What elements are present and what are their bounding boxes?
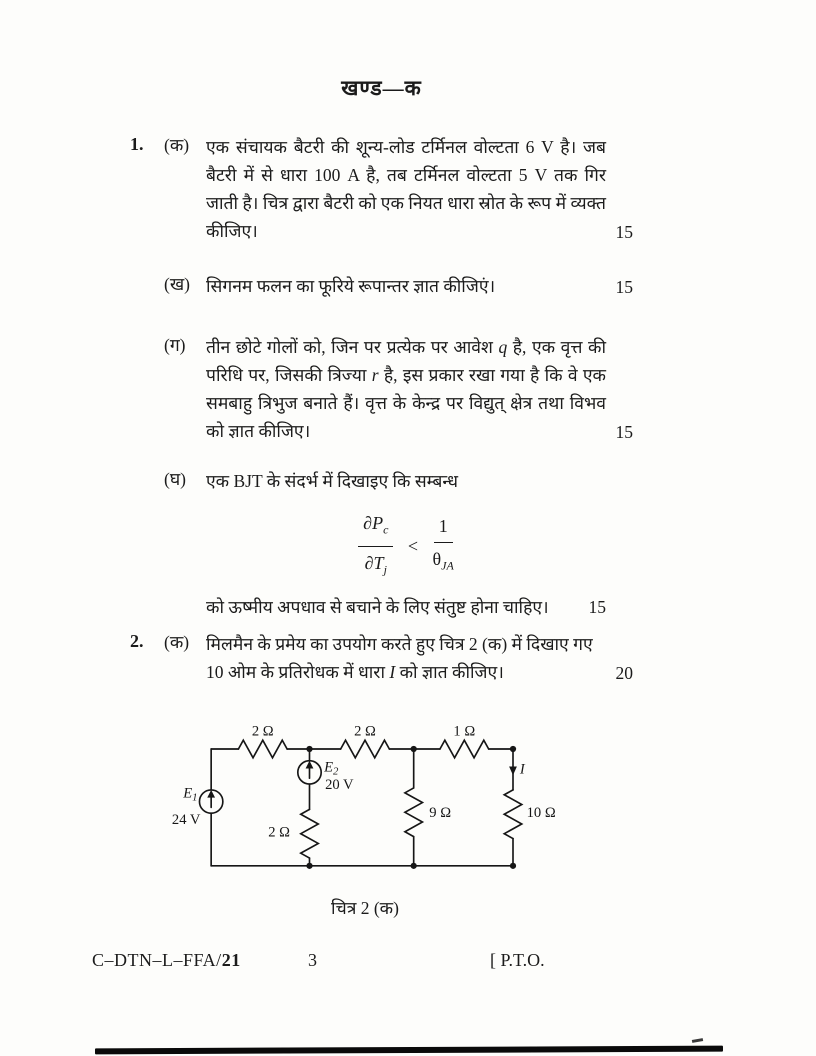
question-number-spacer [130,467,164,621]
resistor-1ohm-top-right [440,740,489,758]
marks-value: 15 [588,597,606,618]
question-1d [130,467,633,621]
question-outro: को ऊष्मीय अपधाव से बचाने के लिए संतुष्ट होना चाहिए। [206,597,549,618]
node-dot [306,746,312,752]
question-text: मिलमैन के प्रमेय का उपयोग करते हुए चित्र 2 (क) में दिखाए गए 10 ओम के प्रतिरोधक में धारा I को ज्ञात कीजिए। [206,634,593,682]
question-letter: (क) [164,135,190,155]
source-E2-label: $E_2$ [324,759,339,778]
resistor-label: 1 Ω [453,723,476,740]
question-2a [130,630,633,686]
node-dot [411,746,417,752]
node-dot [306,863,312,869]
question-text: एक संचायक बैटरी की शून्य-लोड टर्मिनल वोल्टता 6 V है। जब बैटरी में से धारा 100 A है, तब टर्मिनल वोल्टता 5 V तक गिर जाती है। चित्र द्वारा बैटरी को एक नियत धारा स्रोत के रूप में व्यक्त कीजिए। [206,137,606,241]
resistor-2ohm-branch [301,809,319,858]
resistor-10ohm [504,790,522,839]
resistor-9ohm [405,788,423,837]
question-intro: एक BJT के संदर्भ में दिखाइए कि सम्बन्ध [206,471,458,491]
section-heading: खण्ड—क [341,76,422,100]
page-footer [0,950,816,976]
scan-artifact-speck [692,1038,703,1043]
variable-I: I [389,662,396,682]
question-1c [130,333,633,445]
resistor-label: 2 Ω [354,723,376,740]
fraction-lhs: $\frac{\partial P_c}{\partial T_j}$ [358,509,393,583]
marks-value: 15 [615,222,633,242]
question-letter: (क) [164,632,190,652]
scan-artifact-bar [95,1046,723,1055]
question-letter: (ख) [164,274,190,294]
resistor-label: 9 Ω [429,805,452,822]
resistor-label: 10 Ω [526,805,556,822]
question-text [206,467,606,621]
question-letter: (ग) [164,335,186,355]
marks-value: 20 [615,663,633,683]
marks-value: 15 [615,277,633,297]
resistor-label: 2 Ω [268,824,291,841]
question-outro-row [206,593,606,621]
pto-note: [ P.T.O. [490,950,545,970]
paper-code: C–DTN–L–FFA/21 [92,950,241,970]
source-E1-value: 24 V [171,811,201,828]
question-number: 1. [130,134,144,154]
question-text: तीन छोटे गोलों को, जिन पर प्रत्येक पर आवेश q है, एक वृत्त की परिधि पर, जिसकी त्रिज्या r है, इस प्रकार रखा गया है कि वे एक समबाहु त्रिभुज बनाते हैं। वृत्त के केन्द्र पर विद्युत् क्षेत्र तथा विभव को ज्ञात कीजिए। [206,337,606,441]
source-E1-label: $E_1$ [183,785,198,804]
resistor-2ohm-top-left [238,740,287,758]
question-number-spacer [130,272,164,300]
question-1a [130,133,633,245]
variable-q: q [498,337,508,357]
question-number-spacer [130,333,164,445]
formula-thermal-runaway [206,509,606,583]
question-letter: (घ) [164,469,186,489]
variable-r: r [371,365,379,385]
source-E2-value: 20 V [325,776,354,793]
question-1b [130,272,633,300]
less-than-sign: < [407,536,419,557]
figure-caption: चित्र 2 (क) [331,898,399,918]
resistor-label: 2 Ω [251,723,274,740]
question-text: सिगनम फलन का फूरिये रूपान्तर ज्ञात कीजिएं। [206,276,496,296]
question-number: 2. [130,631,144,651]
resistor-2ohm-top-mid [341,740,390,758]
fraction-rhs: $\frac{1}{\theta_{JA}}$ [433,512,454,580]
current-arrow-head [509,767,517,776]
node-dot [510,863,516,869]
page-number: 3 [308,950,317,970]
node-dot [510,746,516,752]
node-dot [411,863,417,869]
current-label: I [519,761,525,778]
marks-value: 15 [615,422,633,442]
circuit-diagram [150,712,580,897]
